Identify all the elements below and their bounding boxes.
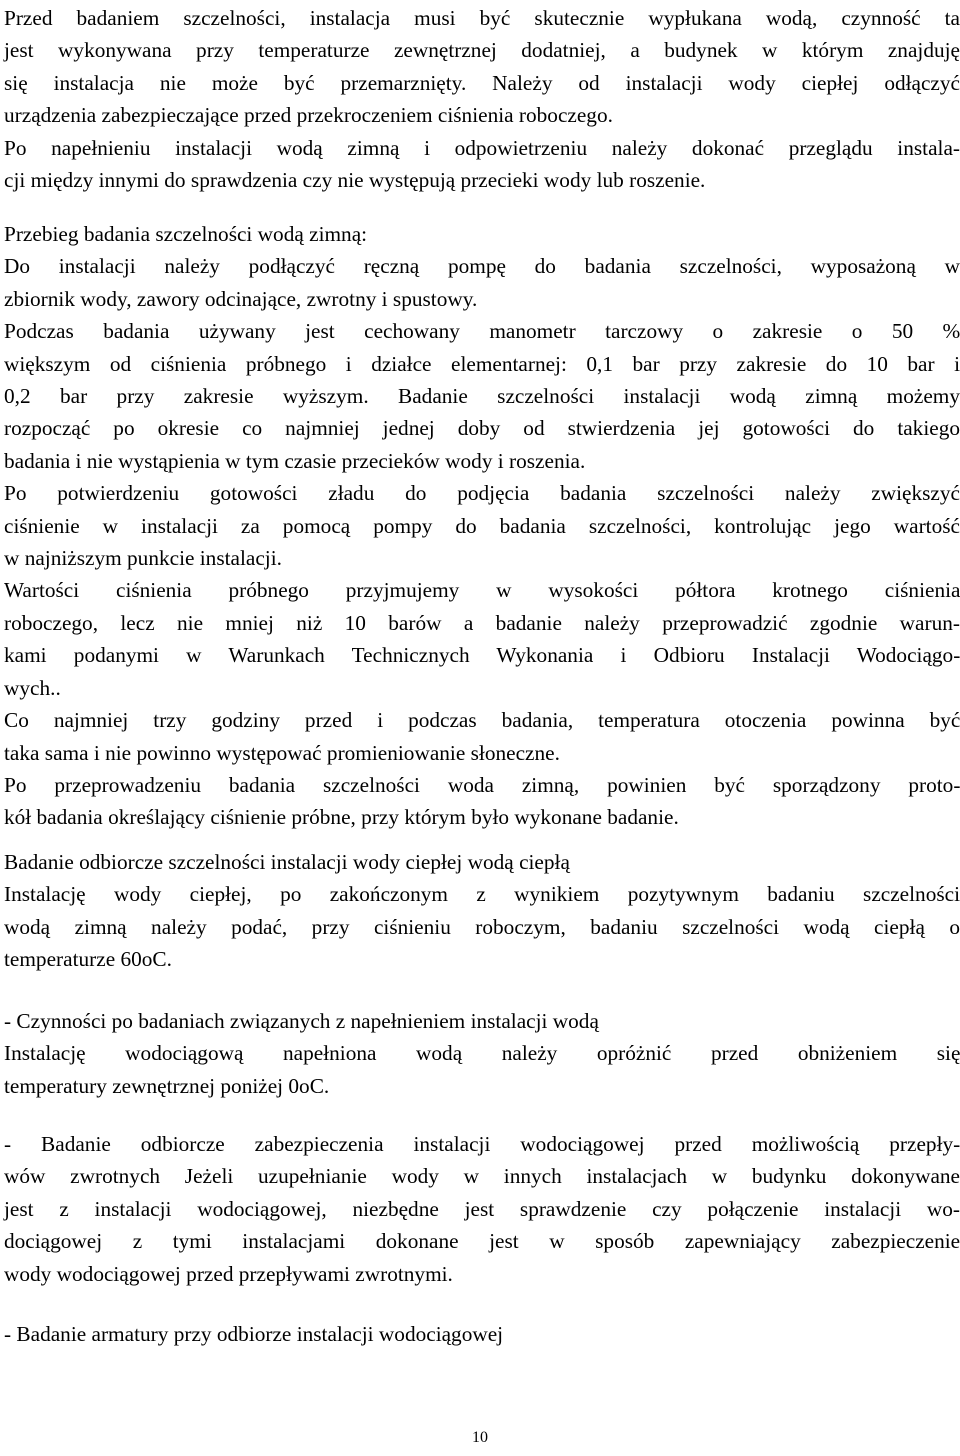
text-line: badania i nie wystąpienia w tym czasie przecieków wody i roszenia. [4, 448, 586, 473]
text-line: 0,2 bar przy zakresie wyższym. Badanie szczelności instalacji wodą zimną możemy [4, 384, 960, 409]
text-line: urządzenia zabezpieczające przed przekroczeniem ciśnienia roboczego. [4, 103, 613, 128]
text-line: jest wykonywana przy temperaturze zewnętrznej dodatniej, a budynek w którym znajduję [4, 38, 960, 63]
text-line: ciśnienie w instalacji za pomocą pompy do badania szczelności, kontrolując jego wartość [4, 513, 960, 538]
text-line: wych.. [4, 675, 61, 700]
text-line: Instalację wodociągową napełniona wodą należy opróżnić przed obniżeniem się [4, 1041, 960, 1066]
text-line: kami podanymi w Warunkach Technicznych Wykonania i Odbioru Instalacji Wodociągo- [4, 643, 960, 668]
text-line: większym od ciśnienia próbnego i działce elementarnej: 0,1 bar przy zakresie do 10 bar i [4, 351, 960, 376]
text-line: się instalacja nie może być przemarznięty. Należy od instalacji wody ciepłej odłączyć [4, 70, 960, 95]
section-heading: - Badanie armatury przy odbiorze instalacji wodociągowej [4, 1322, 504, 1346]
text-line: Podczas badania używany jest cechowany manometr tarczowy o zakresie o 50 % [4, 319, 960, 344]
text-line: jest z instalacji wodociągowej, niezbędne jest sprawdzenie czy połączenie instalacji wo- [4, 1196, 960, 1221]
paragraph-after-tests [4, 1005, 960, 1102]
text-line: Do instalacji należy podłączyć ręczną pompę do badania szczelności, wyposażoną w [4, 254, 960, 279]
text-line: Po potwierdzeniu gotowości zładu do podjęcia badania szczelności należy zwiększyć [4, 481, 960, 506]
text-line: kół badania określający ciśnienie próbne, przy którym było wykonane badanie. [4, 805, 679, 830]
text-line: cji między innymi do sprawdzenia czy nie występują przecieki wody lub roszenie. [4, 168, 706, 193]
paragraph-fittings-test [4, 1318, 960, 1350]
text-line: temperatury zewnętrznej poniżej 0oC. [4, 1073, 330, 1098]
text-line: Przed badaniem szczelności, instalacja musi być skutecznie wypłukana wodą, czynność ta [4, 6, 960, 30]
paragraph-backflow-protection [4, 1128, 960, 1290]
text-line: Po przeprowadzeniu badania szczelności woda zimną, powinien być sporządzony proto- [4, 772, 960, 797]
text-line: Co najmniej trzy godziny przed i podczas badania, temperatura otoczenia powinna być [4, 708, 960, 733]
paragraph-hot-water-test [4, 846, 960, 976]
text-line: wów zwrotnych Jeżeli uzupełnianie wody w innych instalacjach w budynku dokonywane [4, 1164, 960, 1189]
text-line: w najniższym punkcie instalacji. [4, 546, 282, 571]
text-line: Po napełnieniu instalacji wodą zimną i odpowietrzeniu należy dokonać przeglądu instala- [4, 135, 960, 160]
text-line: wodą zimną należy podać, przy ciśnieniu roboczym, badaniu szczelności wodą ciepłą o [4, 914, 960, 939]
section-heading: Przebieg badania szczelności wodą zimną: [4, 222, 368, 246]
text-line: taka sama i nie powinno występować promieniowanie słoneczne. [4, 740, 560, 765]
section-heading: Badanie odbiorcze szczelności instalacji wody ciepłej wodą ciepłą [4, 850, 570, 874]
text-line: roboczego, lecz nie mniej niż 10 barów a badanie należy przeprowadzić zgodnie warun- [4, 610, 960, 635]
text-line: zbiornik wody, zawory odcinające, zwrotny i spustowy. [4, 286, 478, 311]
text-line: dociągowej z tymi instalacjami dokonane jest w sposób zapewniający zabezpieczenie [4, 1229, 960, 1254]
text-line: wody wodociągowej przed przepływami zwrotnymi. [4, 1261, 453, 1286]
text-line: - Badanie odbiorcze zabezpieczenia instalacji wodociągowej przed możliwością przepły- [4, 1132, 960, 1156]
text-line: Instalację wody ciepłej, po zakończonym z wynikiem pozytywnym badaniu szczelności [4, 882, 960, 907]
text-line: temperaturze 60oC. [4, 947, 172, 972]
text-line: rozpocząć po okresie co najmniej jednej doby od stwierdzenia jej gotowości do takiego [4, 416, 960, 441]
page-number: 10 [472, 1429, 488, 1446]
paragraph-cold-water-test [4, 218, 960, 834]
section-heading: - Czynności po badaniach związanych z napełnieniem instalacji wodą [4, 1009, 599, 1033]
paragraph-intro [4, 2, 960, 196]
text-line: Wartości ciśnienia próbnego przyjmujemy w wysokości półtora krotnego ciśnienia [4, 578, 960, 603]
